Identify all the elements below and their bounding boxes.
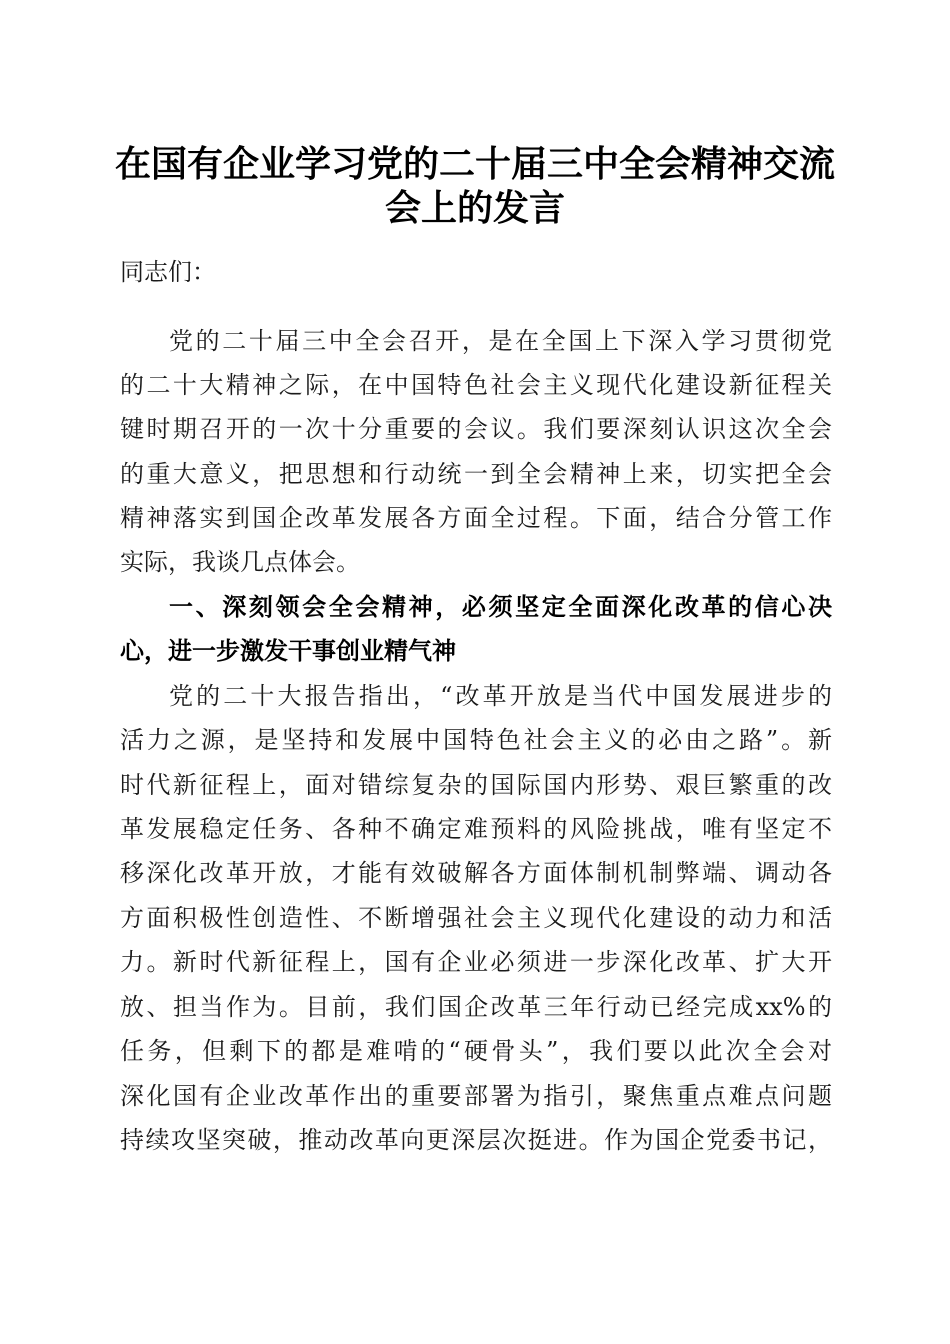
document-title-line-1: 在国有企业学习党的二十届三中全会精神交流: [114, 143, 835, 185]
document-title-line-2: 会上的发言: [384, 187, 565, 229]
paragraph-line: 的重大意义，把思想和行动统一到全会精神上来，切实把全会: [120, 460, 832, 488]
paragraph-line: 移深化改革开放，才能有效破解各方面体制机制弊端、调动各: [120, 859, 832, 887]
paragraph-line: 任务，但剩下的都是难啃的“硬骨头”，我们要以此次全会对: [120, 1037, 832, 1065]
paragraph-line: 放、担当作为。目前，我们国企改革三年行动已经完成xx%的: [120, 993, 832, 1021]
paragraph-line: 活力之源，是坚持和发展中国特色社会主义的必由之路”。新: [120, 726, 832, 754]
section-heading-line: 心，进一步激发干事创业精气神: [120, 637, 456, 665]
paragraph-line: 持续攻坚突破，推动改革向更深层次挺进。作为国企党委书记，: [120, 1126, 832, 1154]
paragraph-line: 革发展稳定任务、各种不确定难预料的风险挑战，唯有坚定不: [120, 815, 832, 843]
paragraph-line: 实际，我谈几点体会。: [120, 548, 360, 576]
paragraph-line: 精神落实到国企改革发展各方面全过程。下面，结合分管工作: [120, 504, 832, 532]
section-heading-line: 一、深刻领会全会精神，必须坚定全面深化改革的信心决: [169, 593, 832, 621]
paragraph-line: 力。新时代新征程上，国有企业必须进一步深化改革、扩大开: [120, 948, 832, 976]
salutation: 同志们：: [120, 258, 216, 286]
paragraph-line: 方面积极性创造性、不断增强社会主义现代化建设的动力和活: [120, 904, 832, 932]
paragraph-line: 时代新征程上，面对错综复杂的国际国内形势、艰巨繁重的改: [120, 771, 832, 799]
paragraph-line: 党的二十大报告指出，“改革开放是当代中国发展进步的: [169, 682, 832, 710]
paragraph-line: 的二十大精神之际，在中国特色社会主义现代化建设新征程关: [120, 371, 832, 399]
paragraph-line: 键时期召开的一次十分重要的会议。我们要深刻认识这次全会: [120, 415, 832, 443]
paragraph-line: 深化国有企业改革作出的重要部署为指引，聚焦重点难点问题: [120, 1082, 832, 1110]
paragraph-line: 党的二十届三中全会召开，是在全国上下深入学习贯彻党: [169, 327, 832, 355]
